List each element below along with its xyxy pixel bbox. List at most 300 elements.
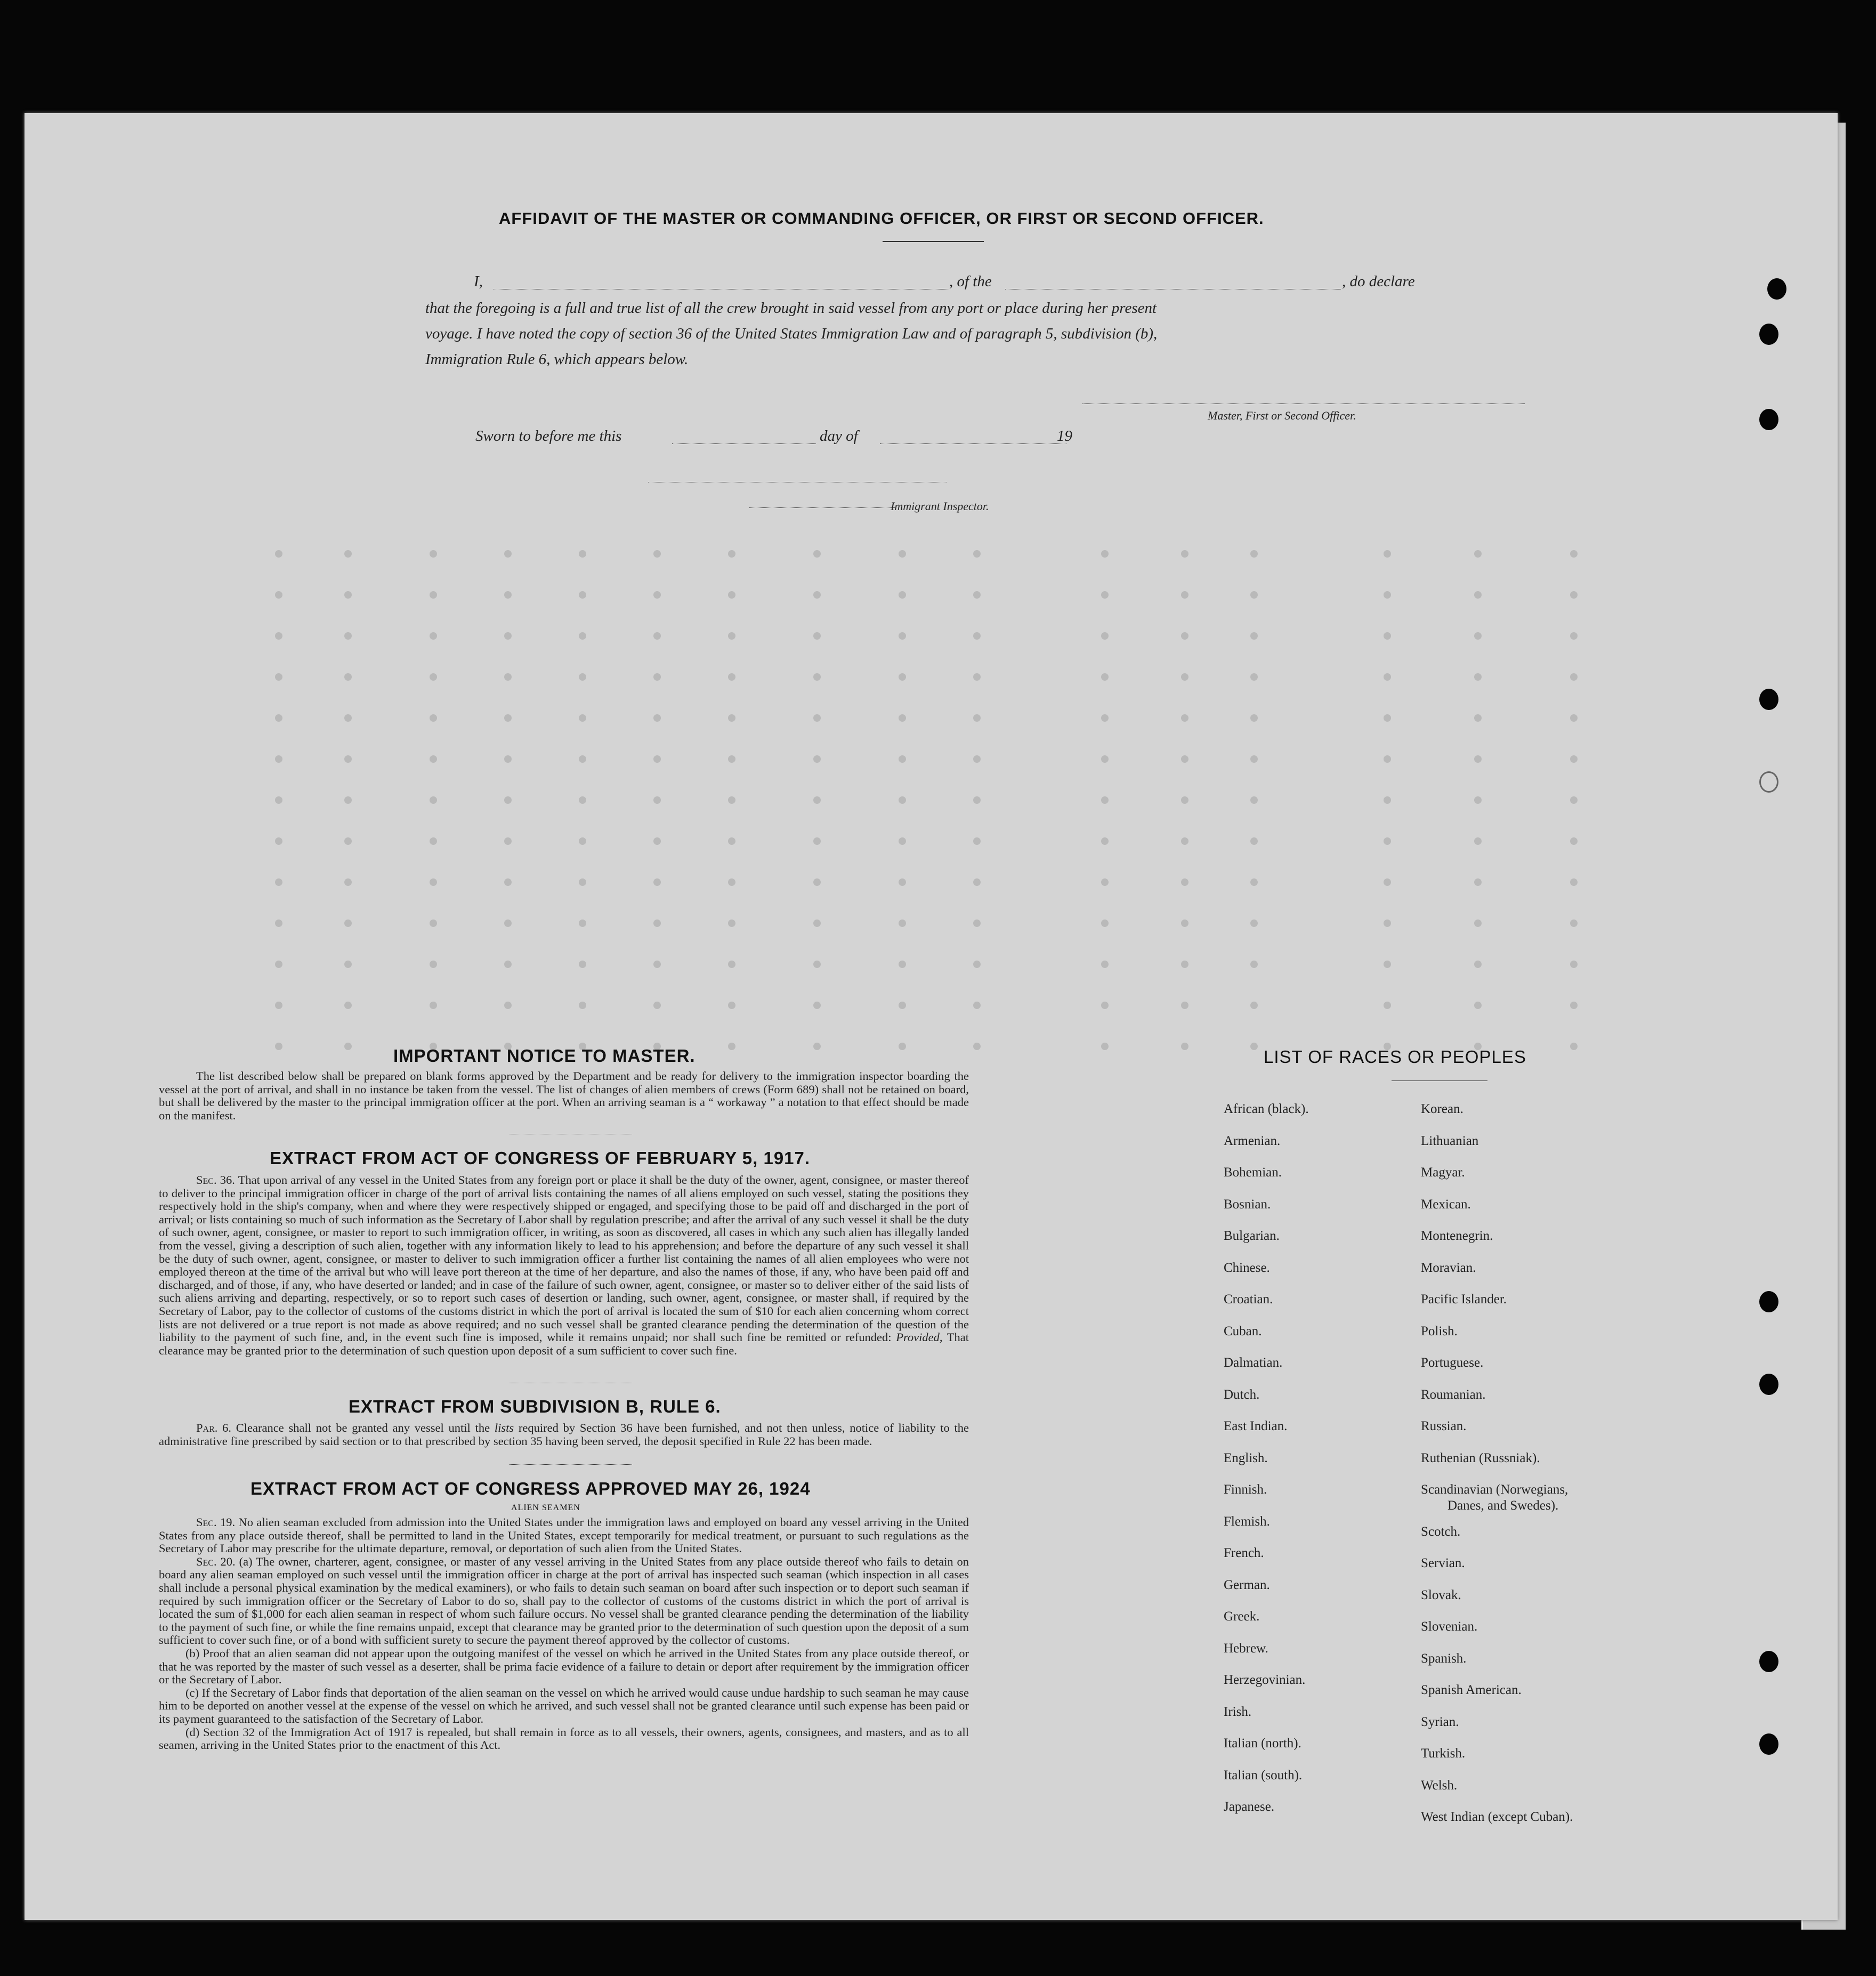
- bleed-mark: [653, 591, 661, 599]
- inspector-name-line: [749, 507, 896, 508]
- bleed-mark: [1181, 632, 1188, 640]
- bleed-mark: [1250, 1002, 1258, 1009]
- act-1924-title: EXTRACT FROM ACT OF CONGRESS APPROVED MAY 26, 1924: [250, 1479, 811, 1498]
- bleed-mark: [275, 714, 282, 722]
- races-title: LIST OF RACES OR PEOPLES: [1264, 1047, 1526, 1067]
- race-entry: Finnish.: [1224, 1482, 1267, 1497]
- bleed-mark: [1181, 1002, 1188, 1009]
- bleed-mark: [430, 837, 437, 845]
- bleed-mark: [1250, 961, 1258, 968]
- bleed-mark: [430, 961, 437, 968]
- rule6-text-italic: lists: [494, 1421, 514, 1434]
- bleed-mark: [344, 920, 352, 927]
- binder-hole: [1759, 324, 1778, 345]
- bleed-mark: [504, 591, 512, 599]
- bleed-mark: [973, 714, 981, 722]
- bleed-mark: [430, 920, 437, 927]
- bleed-mark: [973, 755, 981, 763]
- rule6-text-before: Clearance shall not be granted any vessel until the: [236, 1421, 490, 1434]
- bleed-mark: [504, 632, 512, 640]
- bleed-mark: [344, 796, 352, 804]
- bleed-mark: [1384, 550, 1391, 558]
- race-entry: Dutch.: [1224, 1387, 1260, 1402]
- bleed-mark: [653, 878, 661, 886]
- bleed-mark: [1384, 755, 1391, 763]
- sec20a-text: (a) The owner, charterer, agent, consignee, or master of any vessel arriving in the United States from any place outside thereof who fails to detain on board any alien seaman employed on such vessel until the immigration officer in charge at the port of arrival has inspected such seaman (which inspection in all cases shall include a personal physical examination by the medical examiners), or who fails to detain such seaman on board after such inspection or to deport such seaman if required by such immigration officer or the Secretary of Labor to do so, shall pay to the collector of customs of the customs district in which the port of arrival is located the sum of $1,000 for each alien seaman in respect of whom such failure occurs. No vessel shall be granted clearance pending the determination of the liability to the payment of such fine, or while the fine remains unpaid, except that clearance may be granted prior to the determination of such question upon the deposit of a sum sufficient to cover such fine, or of a bond with sufficient surety to secure the payment thereof approved by the collector of customs.: [159, 1554, 969, 1647]
- race-entry: Pacific Islander.: [1421, 1292, 1507, 1306]
- bleed-mark: [1474, 920, 1482, 927]
- bleed-mark: [1250, 878, 1258, 886]
- bleed-mark: [1181, 961, 1188, 968]
- bleed-mark: [813, 878, 821, 886]
- bleed-mark: [1570, 632, 1578, 640]
- bleed-mark: [1250, 714, 1258, 722]
- act-1917-title: EXTRACT FROM ACT OF CONGRESS OF FEBRUARY 5, 1917.: [270, 1148, 811, 1168]
- bleed-mark: [1384, 961, 1391, 968]
- affidavit-line-3: Immigration Rule 6, which appears below.: [425, 351, 689, 368]
- bleed-mark: [653, 920, 661, 927]
- rule6-par-label: Par. 6.: [196, 1421, 232, 1434]
- race-entry: German.: [1224, 1577, 1270, 1592]
- bleed-mark: [653, 796, 661, 804]
- bleed-mark: [1474, 714, 1482, 722]
- bleed-mark: [1101, 837, 1109, 845]
- bleed-mark: [275, 632, 282, 640]
- bleed-mark: [973, 920, 981, 927]
- bleed-mark: [813, 961, 821, 968]
- bleed-mark: [1101, 796, 1109, 804]
- bleed-mark: [1570, 837, 1578, 845]
- bleed-mark: [504, 1002, 512, 1009]
- race-entry: Slovak.: [1421, 1587, 1461, 1602]
- bleed-mark: [973, 837, 981, 845]
- bleed-mark: [973, 1043, 981, 1050]
- bleed-mark: [430, 1002, 437, 1009]
- bleed-mark: [579, 550, 586, 558]
- race-entry: Flemish.: [1224, 1514, 1270, 1529]
- bleed-mark: [973, 591, 981, 599]
- bleed-mark: [899, 550, 906, 558]
- act-1917-proviso-rest: That clearance may be granted prior to the determination of such question upon deposit of a sum sufficient to cover such fine.: [159, 1330, 969, 1357]
- bleed-mark: [973, 632, 981, 640]
- bleed-mark: [1181, 1043, 1188, 1050]
- race-entry: Mexican.: [1421, 1197, 1471, 1212]
- bleed-mark: [579, 920, 586, 927]
- bleed-mark: [973, 673, 981, 681]
- race-entry: Danes, and Swedes).: [1448, 1498, 1559, 1513]
- bleed-mark: [504, 755, 512, 763]
- bleed-mark: [813, 1043, 821, 1050]
- bleed-mark: [504, 920, 512, 927]
- bleed-mark: [813, 1002, 821, 1009]
- bleed-mark: [344, 632, 352, 640]
- race-entry: Lithuanian: [1421, 1133, 1479, 1148]
- declare-i: I,: [474, 273, 483, 290]
- bleed-mark: [973, 550, 981, 558]
- bleed-mark: [728, 632, 735, 640]
- bleed-mark: [344, 714, 352, 722]
- race-entry: Cuban.: [1224, 1324, 1262, 1338]
- bleed-mark: [430, 591, 437, 599]
- bleed-mark: [653, 550, 661, 558]
- race-entry: Scotch.: [1421, 1524, 1461, 1539]
- bleed-mark: [653, 837, 661, 845]
- bleed-mark: [430, 755, 437, 763]
- race-entry: Greek.: [1224, 1609, 1260, 1624]
- bleed-mark: [1181, 591, 1188, 599]
- bleed-mark: [430, 673, 437, 681]
- bleed-mark: [1384, 591, 1391, 599]
- bleed-mark: [1384, 837, 1391, 845]
- bleed-mark: [1570, 961, 1578, 968]
- bleed-mark: [1570, 714, 1578, 722]
- bleed-mark: [1101, 755, 1109, 763]
- bleed-mark: [1181, 920, 1188, 927]
- bleed-mark: [813, 796, 821, 804]
- bleed-mark: [899, 920, 906, 927]
- bleed-mark: [728, 1043, 735, 1050]
- bleed-mark: [344, 837, 352, 845]
- bleed-mark: [1570, 1043, 1578, 1050]
- bleed-mark: [1474, 961, 1482, 968]
- race-entry: Chinese.: [1224, 1260, 1270, 1275]
- race-entry: Turkish.: [1421, 1746, 1466, 1761]
- sworn-year: 19: [1057, 428, 1072, 445]
- bleed-mark: [728, 837, 735, 845]
- bleed-mark: [275, 920, 282, 927]
- bleed-mark: [728, 920, 735, 927]
- bleed-mark: [1101, 1002, 1109, 1009]
- bleed-mark: [1181, 714, 1188, 722]
- title-rule: [883, 241, 984, 242]
- race-entry: English.: [1224, 1450, 1268, 1465]
- race-entry: Armenian.: [1224, 1133, 1281, 1148]
- race-entry: Welsh.: [1421, 1778, 1458, 1793]
- bleed-mark: [813, 755, 821, 763]
- race-entry: Polish.: [1421, 1324, 1458, 1338]
- bleed-mark: [1101, 878, 1109, 886]
- bleed-mark: [899, 878, 906, 886]
- bleed-mark: [1570, 591, 1578, 599]
- bleed-mark: [275, 1002, 282, 1009]
- bleed-mark: [1250, 550, 1258, 558]
- bleed-mark: [899, 837, 906, 845]
- bleed-mark: [1384, 714, 1391, 722]
- act-1917-sec-label: Sec. 36.: [196, 1173, 235, 1187]
- bleed-mark: [1474, 878, 1482, 886]
- race-entry: Herzegovinian.: [1224, 1673, 1306, 1687]
- bleed-mark: [344, 591, 352, 599]
- affidavit-line-1: that the foregoing is a full and true list of all the crew brought in said vessel from any port or place during her present: [425, 300, 1157, 317]
- bleed-mark: [1570, 796, 1578, 804]
- race-entry: French.: [1224, 1546, 1264, 1560]
- bleed-mark: [1474, 550, 1482, 558]
- sec20b-text: (b) Proof that an alien seaman did not appear upon the outgoing manifest of the vessel on which he arrived in the United States from any place outside thereof, or that he was reported by the master of such vessel as a deserter, shall be prima facie evidence of a failure to detain or deport after requirement by the immigration officer or the Secretary of Labor.: [159, 1646, 969, 1687]
- document-sheet: [25, 113, 1838, 1920]
- bleed-mark: [1250, 591, 1258, 599]
- bleed-mark: [1384, 878, 1391, 886]
- race-entry: Roumanian.: [1421, 1387, 1486, 1402]
- race-entry: East Indian.: [1224, 1419, 1288, 1433]
- bleed-mark: [899, 796, 906, 804]
- sec19-paragraph: [159, 1516, 969, 1555]
- bleed-mark: [653, 1002, 661, 1009]
- bleed-mark: [1474, 755, 1482, 763]
- bleed-mark: [1384, 1002, 1391, 1009]
- bleed-mark: [504, 878, 512, 886]
- bleed-mark: [813, 632, 821, 640]
- bleed-mark: [728, 796, 735, 804]
- bleed-mark: [728, 755, 735, 763]
- sec20d-text: (d) Section 32 of the Immigration Act of 1917 is repealed, but shall remain in force as to all vessels, their owners, agents, consignees, and masters, and as to all seamen, arriving in the United States prior to the enactment of this Act.: [159, 1725, 969, 1752]
- bleed-mark: [1101, 550, 1109, 558]
- sworn-day-of: day of: [820, 428, 858, 445]
- binder-hole: [1759, 1374, 1778, 1395]
- race-entry: Russian.: [1421, 1419, 1467, 1433]
- bleed-mark: [1250, 920, 1258, 927]
- sec19-text: No alien seaman excluded from admission into the United States under the immigration laws and employed on board any vessel arriving in the United States from any place outside thereof, shall be permitted to land in the United States, except temporarily for medical treatment, or pursuant to such regulations as the Secretary of Labor may prescribe for the ultimate departure, removal, or deportation of such alien from the United States.: [159, 1515, 969, 1555]
- race-entry: Portuguese.: [1421, 1356, 1484, 1370]
- bleed-mark: [275, 591, 282, 599]
- sec20-label: Sec. 20.: [196, 1554, 236, 1568]
- bleed-mark: [275, 673, 282, 681]
- bleed-mark: [899, 961, 906, 968]
- race-entry: Syrian.: [1421, 1714, 1459, 1729]
- bleed-mark: [899, 591, 906, 599]
- bleed-mark: [344, 1002, 352, 1009]
- bleed-mark: [1101, 961, 1109, 968]
- bleed-mark: [899, 632, 906, 640]
- bleed-mark: [1250, 1043, 1258, 1050]
- bleed-mark: [728, 1002, 735, 1009]
- race-entry: Spanish.: [1421, 1651, 1467, 1666]
- notice-body: The list described below shall be prepared on blank forms approved by the Department and be ready for delivery to the immigration inspector boarding the vessel at the port of arrival, and shall in no instance be taken from the vessel. The list of changes of alien members of crews (Form 689) shall not be retained on board, but shall be delivered by the master to the principal immigration officer at the port. When an arriving seaman is a “ workaway ” a notation to that effect should be made on the manifest.: [159, 1069, 969, 1122]
- bleed-mark: [504, 961, 512, 968]
- bleed-mark: [504, 837, 512, 845]
- bleed-mark: [1570, 1002, 1578, 1009]
- bleed-mark: [344, 1043, 352, 1050]
- binder-hole: [1759, 689, 1778, 710]
- bleed-mark: [275, 550, 282, 558]
- bleed-mark: [1181, 755, 1188, 763]
- bleed-mark: [504, 714, 512, 722]
- bleed-mark: [1101, 920, 1109, 927]
- bleed-mark: [813, 714, 821, 722]
- bleed-mark: [579, 796, 586, 804]
- bleed-mark: [1181, 878, 1188, 886]
- race-entry: Italian (south).: [1224, 1768, 1303, 1783]
- sec20c-text: (c) If the Secretary of Labor finds that deportation of the alien seaman on the vessel on which he arrived would cause undue hardship to such seaman he may cause him to be deported on another vessel at the expense of the vessel on which he arrived, and such vessel shall not be granted clearance until such expense has been paid or its payment guaranteed to the satisfaction of the Secretary of Labor.: [159, 1685, 969, 1725]
- bleed-mark: [653, 755, 661, 763]
- race-entry: Italian (north).: [1224, 1736, 1301, 1751]
- bleed-mark: [579, 591, 586, 599]
- bleed-mark: [579, 632, 586, 640]
- bleed-mark: [579, 878, 586, 886]
- notice-title: IMPORTANT NOTICE TO MASTER.: [393, 1046, 696, 1066]
- bleed-mark: [653, 714, 661, 722]
- race-entry: Croatian.: [1224, 1292, 1273, 1306]
- act-1924-subtitle: ALIEN SEAMEN: [511, 1503, 580, 1512]
- bleed-mark: [579, 714, 586, 722]
- bleed-mark: [1181, 673, 1188, 681]
- bleed-mark: [728, 673, 735, 681]
- bleed-mark: [973, 1002, 981, 1009]
- bleed-mark: [1384, 920, 1391, 927]
- signature-label: Master, First or Second Officer.: [1208, 409, 1356, 422]
- sec19-label: Sec. 19.: [196, 1515, 236, 1529]
- bleed-mark: [430, 632, 437, 640]
- binder-hole: [1759, 1651, 1778, 1672]
- bleed-mark: [1250, 673, 1258, 681]
- bleed-mark: [653, 632, 661, 640]
- race-entry: Korean.: [1421, 1102, 1463, 1116]
- bleed-mark: [1181, 796, 1188, 804]
- bleed-mark: [813, 550, 821, 558]
- bleed-mark: [899, 1043, 906, 1050]
- race-entry: Magyar.: [1421, 1165, 1465, 1180]
- bleed-mark: [430, 714, 437, 722]
- rule6-body: [159, 1422, 969, 1448]
- race-entry: Bohemian.: [1224, 1165, 1282, 1180]
- bleed-mark: [344, 550, 352, 558]
- bleed-mark: [1570, 920, 1578, 927]
- race-entry: African (black).: [1224, 1102, 1309, 1116]
- bleed-mark: [813, 837, 821, 845]
- bleed-mark: [504, 673, 512, 681]
- bleed-mark: [1474, 837, 1482, 845]
- bleed-mark: [653, 673, 661, 681]
- race-entry: Bulgarian.: [1224, 1229, 1280, 1243]
- binder-hole: [1759, 1291, 1778, 1312]
- bleed-mark: [653, 961, 661, 968]
- bleed-mark: [1474, 1002, 1482, 1009]
- bleed-mark: [1101, 1043, 1109, 1050]
- bleed-mark: [1250, 796, 1258, 804]
- binder-hole: [1759, 409, 1778, 430]
- bleed-mark: [1570, 673, 1578, 681]
- bleed-mark: [504, 796, 512, 804]
- binder-hole: [1759, 1733, 1778, 1755]
- bleed-mark: [728, 550, 735, 558]
- bleed-mark: [1474, 591, 1482, 599]
- race-entry: Irish.: [1224, 1704, 1252, 1719]
- race-entry: Hebrew.: [1224, 1641, 1268, 1656]
- bleed-mark: [813, 920, 821, 927]
- bleed-mark: [579, 961, 586, 968]
- bleed-mark: [275, 837, 282, 845]
- bleed-mark: [275, 755, 282, 763]
- bleed-mark: [1250, 837, 1258, 845]
- race-entry: Montenegrin.: [1421, 1229, 1493, 1243]
- bleed-mark: [1101, 673, 1109, 681]
- bleed-mark: [973, 796, 981, 804]
- act-1917-text: That upon arrival of any vessel in the United States from any foreign port or place it shall be the duty of the owner, agent, consignee, or master thereof to deliver to the principal immigration officer in charge of the port of arrival lists containing the names of all aliens employed on such vessel, stating the positions they respectively hold in the ship's company, when and where they were respectively shipped or engaged, and specifying those to be paid off and discharged in the port of arrival; or lists containing so much of such information as the Secretary of Labor shall by regulation prescribe; and after the arrival of any such vessel it shall be the duty of such owner, agent, consignee, or master to report to such immigration officer, in writing, as soon as discovered, all cases in which any such alien has illegally landed from the vessel, giving a description of such alien, together with any information likely to lead to his apprehension; and before the departure of any such vessel it shall be the duty of such owner, agent, consignee, or master to deliver to such immigration officer a further list containing the names of all alien employees who were not employed thereon at the time of the arrival but who will leave port thereon at the time of her departure, and also the names of those, if any, who have been paid off and discharged, and of those, if any, who have deserted or landed; and in case of the failure of such owner, agent, consignee, or master so to deliver either of the said lists of such aliens arriving and departing, respectively, or so to report such cases of desertion or landing, such owner, agent, consignee, or master shall, if required by the Secretary of Labor, pay to the collector of customs of the customs district in which the port of arrival is located the sum of $10 for each alien concerning whom correct lists are not delivered or a true report is not made as above required; and no such vessel shall be granted clearance pending the determination of the question of the liability to the payment of such fine, and, in the event such fine is imposed, while it remains unpaid; nor shall such fine be remitted or refunded:: [159, 1173, 969, 1344]
- bleed-mark: [1570, 878, 1578, 886]
- bleed-mark: [899, 755, 906, 763]
- bleed-mark: [344, 961, 352, 968]
- bleed-mark: [899, 673, 906, 681]
- declare-of-the: , of the: [949, 273, 992, 290]
- sec20a-paragraph: [159, 1555, 969, 1647]
- binder-hole: [1767, 278, 1786, 300]
- bleed-mark: [1181, 837, 1188, 845]
- bleed-mark: [1570, 755, 1578, 763]
- bleed-mark: [1474, 632, 1482, 640]
- bleed-mark: [579, 1002, 586, 1009]
- bleed-mark: [1101, 714, 1109, 722]
- bleed-mark: [1384, 796, 1391, 804]
- race-entry: Moravian.: [1421, 1260, 1476, 1275]
- bleed-mark: [275, 878, 282, 886]
- bleed-mark: [1474, 796, 1482, 804]
- bleed-mark: [430, 550, 437, 558]
- bleed-mark: [728, 714, 735, 722]
- act-1924-body: [159, 1516, 969, 1752]
- bleed-mark: [1384, 673, 1391, 681]
- bleed-mark: [1250, 632, 1258, 640]
- race-entry: Spanish American.: [1421, 1683, 1522, 1697]
- inspector-label: Immigrant Inspector.: [891, 499, 989, 513]
- race-entry: Bosnian.: [1224, 1197, 1271, 1212]
- bleed-mark: [813, 591, 821, 599]
- bleed-mark: [344, 878, 352, 886]
- bleed-mark: [344, 755, 352, 763]
- bleed-mark: [430, 796, 437, 804]
- bleed-mark: [1250, 755, 1258, 763]
- act-1917-proviso: Provided,: [896, 1330, 943, 1344]
- bleed-mark: [430, 878, 437, 886]
- race-entry: Dalmatian.: [1224, 1356, 1283, 1370]
- act-1917-body: [159, 1174, 969, 1357]
- bleed-mark: [1181, 550, 1188, 558]
- race-entry: Ruthenian (Russniak).: [1421, 1450, 1540, 1465]
- race-entry: Japanese.: [1224, 1800, 1275, 1814]
- sworn-day-blank: [672, 443, 816, 444]
- affidavit-line-2: voyage. I have noted the copy of section 36 of the United States Immigration Law and of paragraph 5, subdivision (b),: [425, 325, 1158, 342]
- bleed-mark: [1101, 591, 1109, 599]
- bleed-mark: [579, 755, 586, 763]
- bleed-mark: [899, 1002, 906, 1009]
- rule6-text-after: required by Section 36 have been furnished, and not then unless, notice of liability to the administrative fine prescribed by said section or to that prescribed by section 35 having been served, the deposit specified in Rule 22 has been made.: [159, 1421, 969, 1448]
- bleed-mark: [1384, 632, 1391, 640]
- bleed-mark: [1474, 673, 1482, 681]
- bleed-mark: [1101, 632, 1109, 640]
- declare-do-declare: , do declare: [1342, 273, 1415, 290]
- bleed-mark: [973, 961, 981, 968]
- rule6-title: EXTRACT FROM SUBDIVISION B, RULE 6.: [349, 1397, 721, 1416]
- bleed-mark: [1570, 550, 1578, 558]
- bleed-mark: [579, 673, 586, 681]
- sworn-prefix: Sworn to before me this: [475, 428, 622, 445]
- race-entry: Servian.: [1421, 1556, 1465, 1570]
- bleed-mark: [275, 796, 282, 804]
- bleed-mark: [344, 673, 352, 681]
- binder-hole-empty: [1759, 771, 1778, 793]
- rule6-rule: [510, 1464, 632, 1465]
- bleed-mark: [973, 878, 981, 886]
- bleed-mark: [275, 1043, 282, 1050]
- bleed-mark: [813, 673, 821, 681]
- bleed-mark: [728, 878, 735, 886]
- bleed-mark: [275, 961, 282, 968]
- bleed-mark: [728, 591, 735, 599]
- bleed-mark: [504, 550, 512, 558]
- affidavit-title: AFFIDAVIT OF THE MASTER OR COMMANDING OFFICER, OR FIRST OR SECOND OFFICER.: [499, 209, 1264, 228]
- race-entry: Slovenian.: [1421, 1619, 1478, 1634]
- bleed-mark: [899, 714, 906, 722]
- bleed-mark: [728, 961, 735, 968]
- sworn-month-blank: [880, 443, 1066, 444]
